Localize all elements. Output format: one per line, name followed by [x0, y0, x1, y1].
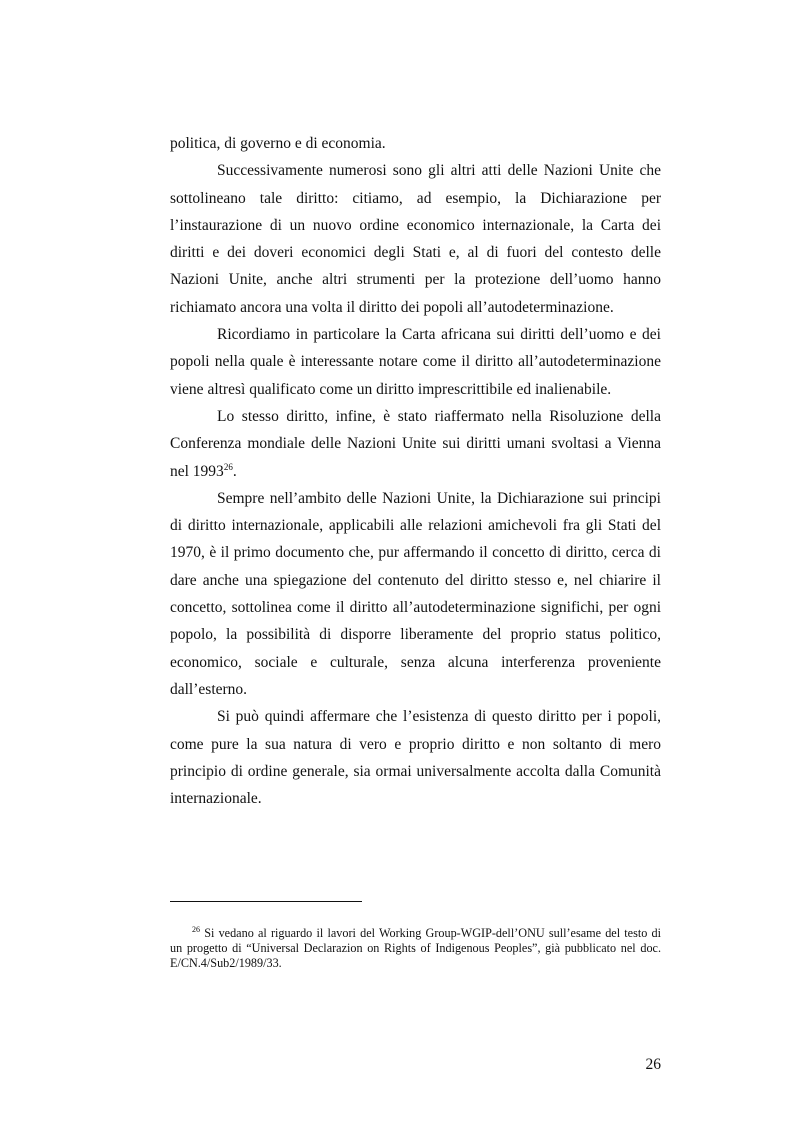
page-number: 26: [645, 1056, 661, 1073]
footnote-text: Si vedano al riguardo il lavori del Working Group-WGIP-dell’ONU sull’esame del testo di un progetto di “Universal Declarazion on Rights of Indigenous Peoples”, già pubblicato nel doc. E/CN.4/Sub2/1989/33.: [170, 926, 661, 970]
footnote: [170, 926, 661, 971]
footnote-separator: [170, 901, 362, 902]
paragraph: Successivamente numerosi sono gli altri atti delle Nazioni Unite che sottolineano tale diritto: citiamo, ad esempio, la Dichiarazione per l’instaurazione di un nuovo ordine economico internazionale, la Carta dei diritti e dei doveri economici degli Stati e, al di fuori del contesto delle Nazioni Unite, anche altri strumenti per la protezione dell’uomo hanno richiamato ancora una volta il diritto dei popoli all’autodeterminazione.: [170, 162, 661, 316]
paragraph-continuation: politica, di governo e di economia.: [170, 135, 386, 152]
paragraph: Ricordiamo in particolare la Carta africana sui diritti dell’uomo e dei popoli nella quale è interessante notare come il diritto all’autodeterminazione viene altresì qualificato come un diritto imprescrittibile ed inalienabile.: [170, 326, 661, 398]
body-text: [170, 130, 661, 812]
paragraph: Si può quindi affermare che l’esistenza di questo diritto per i popoli, come pure la sua natura di vero e proprio diritto e non soltanto di mero principio di ordine generale, sia ormai universalmente accolta dalla Comunità internazionale.: [170, 708, 661, 808]
paragraph-with-footnote: [170, 403, 661, 485]
paragraph-text: Lo stesso diritto, infine, è stato riaffermato nella Risoluzione della Conferenza mondiale delle Nazioni Unite sui diritti umani svoltasi a Vienna nel 1993: [170, 407, 661, 480]
footnote-reference[interactable]: 26: [223, 461, 233, 472]
paragraph: Sempre nell’ambito delle Nazioni Unite, la Dichiarazione sui principi di diritto internazionale, applicabili alle relazioni amichevoli fra gli Stati del 1970, è il primo documento che, pur affermando il concetto di diritto, cerca di dare anche una spiegazione del contenuto del diritto stesso e, nel chiarire il concetto, sottolinea come il diritto all’autodeterminazione significhi, per ogni popolo, la possibilità di disporre liberamente del proprio status politico, economico, sociale e culturale, senza alcuna interferenza proveniente dall’esterno.: [170, 489, 661, 698]
paragraph-end-punctuation: .: [232, 462, 237, 480]
footnote-number: 26: [192, 925, 200, 934]
